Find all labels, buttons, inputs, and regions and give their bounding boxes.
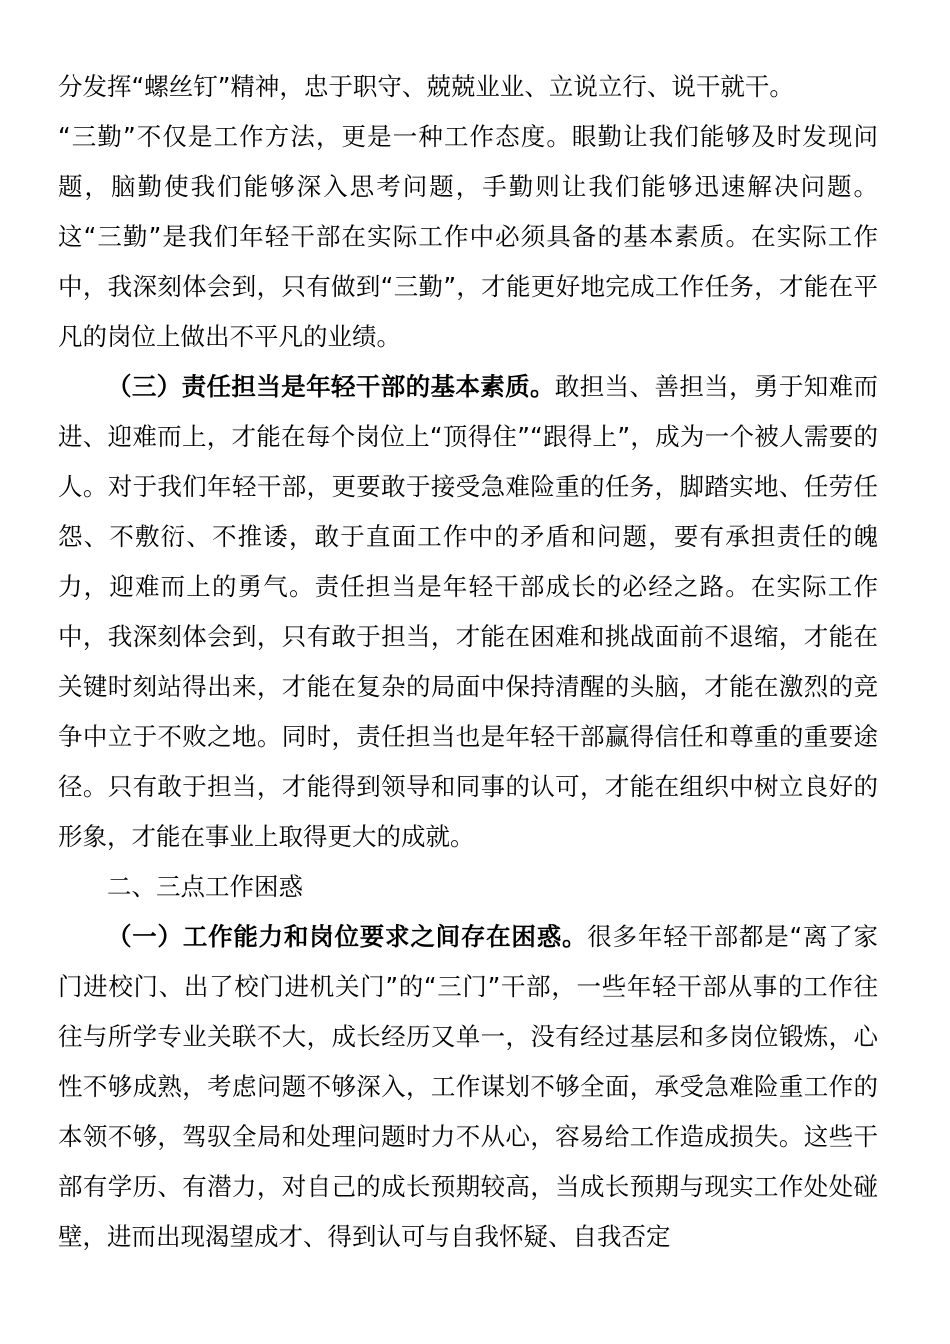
document-page [58,62,878,1262]
paragraph-ability-confusion [58,912,878,1262]
paragraph-body-text: 很多年轻干部都是“离了家门进校门、出了校门进机关门”的“三门”干部，一些年轻干部从事的工作往往与所学专业关联不大，成长经历又单一，没有经过基层和多岗位锻炼，心性不够成熟，考虑问题不够深入，工作谋划不够全面，承受急难险重工作的本领不够，驾驭全局和处理问题时力不从心，容易给工作造成损失。这些干部有学历、有潜力，对自己的成长预期较高，当成长预期与现实工作处处碰壁，进而出现渴望成才、得到认可与自我怀疑、自我否定 [58,922,878,1251]
section-heading-work-confusion: 二、三点工作困惑 [107,872,303,901]
paragraph-body-text: 敢担当、善担当，勇于知难而进、迎难而上，才能在每个岗位上“顶得住”“跟得上”，成为一个被人需要的人。对于我们年轻干部，更要敢于接受急难险重的任务，脚踏实地、任劳任怨、不敷衍、不推诿，敢于直面工作中的矛盾和问题，要有承担责任的魄力，迎难而上的勇气。责任担当是年轻干部成长的必经之路。在实际工作中，我深刻体会到，只有敢于担当，才能在困难和挑战面前不退缩，才能在关键时刻站得出来，才能在复杂的局面中保持清醒的头脑，才能在激烈的竞争中立于不败之地。同时，责任担当也是年轻干部赢得信任和尊重的重要途径。只有敢于担当，才能得到领导和同事的认可，才能在组织中树立良好的形象，才能在事业上取得更大的成就。 [58,372,879,851]
paragraph-continuation: 分发挥“螺丝钉”精神，忠于职守、兢兢业业、立说立行、说干就干。 [58,72,794,101]
paragraph-three-diligence: “三勤”不仅是工作方法，更是一种工作态度。眼勤让我们能够及时发现问题，脑勤使我们能够深入思考问题，手勤则让我们能够迅速解决问题。这“三勤”是我们年轻干部在实际工作中必须具备的基本素质。在实际工作中，我深刻体会到，只有做到“三勤”，才能更好地完成工作任务，才能在平凡的岗位上做出不平凡的业绩。 [58,122,878,351]
paragraph-lead-heading: （三）责任担当是年轻干部的基本素质。 [107,372,555,401]
paragraph-lead-heading: （一）工作能力和岗位要求之间存在困惑。 [107,922,588,951]
paragraph-responsibility [58,362,878,862]
